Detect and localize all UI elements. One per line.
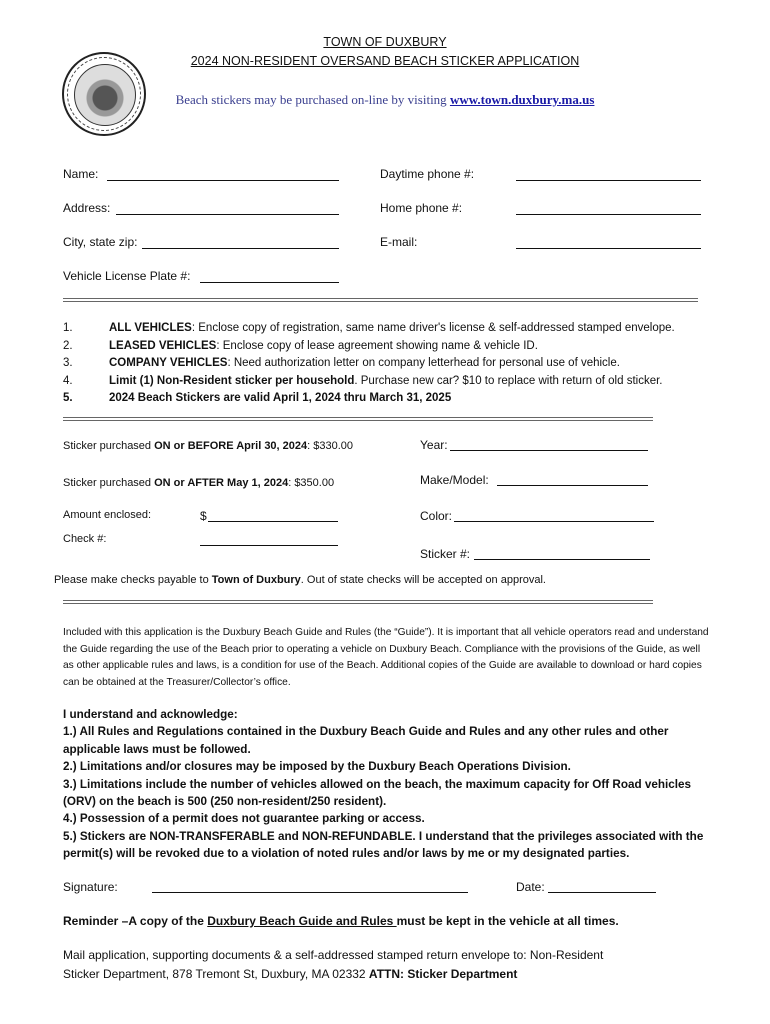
city-field[interactable] [142,236,339,249]
email-field[interactable] [516,236,701,249]
daytime-phone-label: Daytime phone #: [380,167,475,181]
home-phone-label: Home phone #: [380,201,463,215]
year-label: Year: [420,438,448,452]
amount-label: Amount enclosed: [63,509,152,521]
purchase-text: Beach stickers may be purchased on-line by visiting [175,92,450,107]
acknowledge-section [63,706,718,863]
date-label: Date: [516,880,545,894]
mail-instructions: Mail application, supporting documents & a self-addressed stamped return envelope to: Non-Resident Sticker Department, 878 Tremont St, Duxbury, MA 02332 ATTN: Sticker Department [63,948,604,981]
list-item: 1. ALL VEHICLES: Enclose copy of registration, same name driver's license & self-addressed stamped envelope. [63,322,675,334]
acknowledge-heading: I understand and acknowledge: [63,708,238,721]
city-label: City, state zip: [63,235,138,249]
color-field[interactable] [454,509,654,522]
list-item: 3.) Limitations include the number of vehicles allowed on the beach, the maximum capacity for Off Road vehicles (ORV) on the beach is 500 (250 non-resident/250 resident). [63,777,692,809]
address-label: Address: [63,201,111,215]
divider [63,298,698,302]
sticker-label: Sticker #: [420,547,471,561]
plate-label: Vehicle License Plate #: [63,269,191,283]
list-item: 5. 2024 Beach Stickers are valid April 1, 2024 thru March 31, 2025 [63,392,452,404]
list-item: 3. COMPANY VEHICLES: Need authorization letter on company letterhead for personal use of vehicle. [63,357,620,369]
year-field[interactable] [450,438,648,451]
checks-note: Please make checks payable to Town of Duxbury. Out of state checks will be accepted on approval. [54,574,546,586]
list-item: 4.) Possession of a permit does not guarantee parking or access. [63,812,425,826]
amount-field[interactable] [208,509,338,522]
signature-label: Signature: [63,880,118,894]
name-field[interactable] [107,168,339,181]
divider [63,600,653,604]
town-website-link[interactable]: www.town.duxbury.ma.us [449,92,595,107]
email-label: E-mail: [380,235,418,249]
sticker-field[interactable] [474,547,650,560]
daytime-phone-field[interactable] [516,168,701,181]
list-item: 1.) All Rules and Regulations contained in the Duxbury Beach Guide and Rules and any other rules and other applicable laws must be followed. [63,725,669,756]
list-item: 2. LEASED VEHICLES: Enclose copy of lease agreement showing name & vehicle ID. [63,339,538,352]
home-phone-field[interactable] [516,202,701,215]
name-label: Name: [63,167,99,181]
town-title: TOWN OF DUXBURY [323,35,447,49]
make-label: Make/Model: [420,473,489,487]
color-label: Color: [420,509,453,523]
guide-link[interactable]: Duxbury Beach Guide and Rules [207,914,397,928]
check-field[interactable] [200,533,338,546]
dollar-sign: $ [200,509,207,523]
list-item: 2.) Limitations and/or closures may be imposed by the Duxbury Beach Operations Division. [63,760,571,774]
check-label: Check #: [63,533,107,545]
list-item: 4. Limit (1) Non-Resident sticker per household. Purchase new car? $10 to replace with return of old sticker. [63,374,663,387]
signature-field[interactable] [152,880,468,893]
reminder: Reminder –A copy of the Duxbury Beach Guide and Rules must be kept in the vehicle at all times. [63,914,619,928]
plate-field[interactable] [200,270,339,283]
divider [63,417,653,421]
form-title: 2024 NON-RESIDENT OVERSAND BEACH STICKER APPLICATION [190,54,580,68]
date-field[interactable] [548,880,656,893]
list-item: 5.) Stickers are NON-TRANSFERABLE and NON-REFUNDABLE. I understand that the privileges associated with the permit(s) will be revoked due to a violation of noted rules and/or laws by me or my designated parties. [63,829,704,861]
requirements-list [63,320,743,408]
address-field[interactable] [116,202,339,215]
guide-paragraph: Included with this application is the Duxbury Beach Guide and Rules (the “Guide”). It is important that all vehicle operators read and understand the Guide regarding the use of the Beach prior to operating a vehicle on Duxbury Beach. Compliance with the provisions of the Guide, as well as other applicable rules and laws, is a condition for use of the Beach. Additional copies of the Guide are available to download or hard copies can be obtained at the Treasurer/Collector’s office. [63,627,709,688]
price-before: Sticker purchased ON or BEFORE April 30, 2024: $330.00 [63,440,354,452]
make-field[interactable] [497,473,648,486]
price-after: Sticker purchased ON or AFTER May 1, 2024: $350.00 [63,477,335,489]
town-seal-icon [62,52,146,136]
